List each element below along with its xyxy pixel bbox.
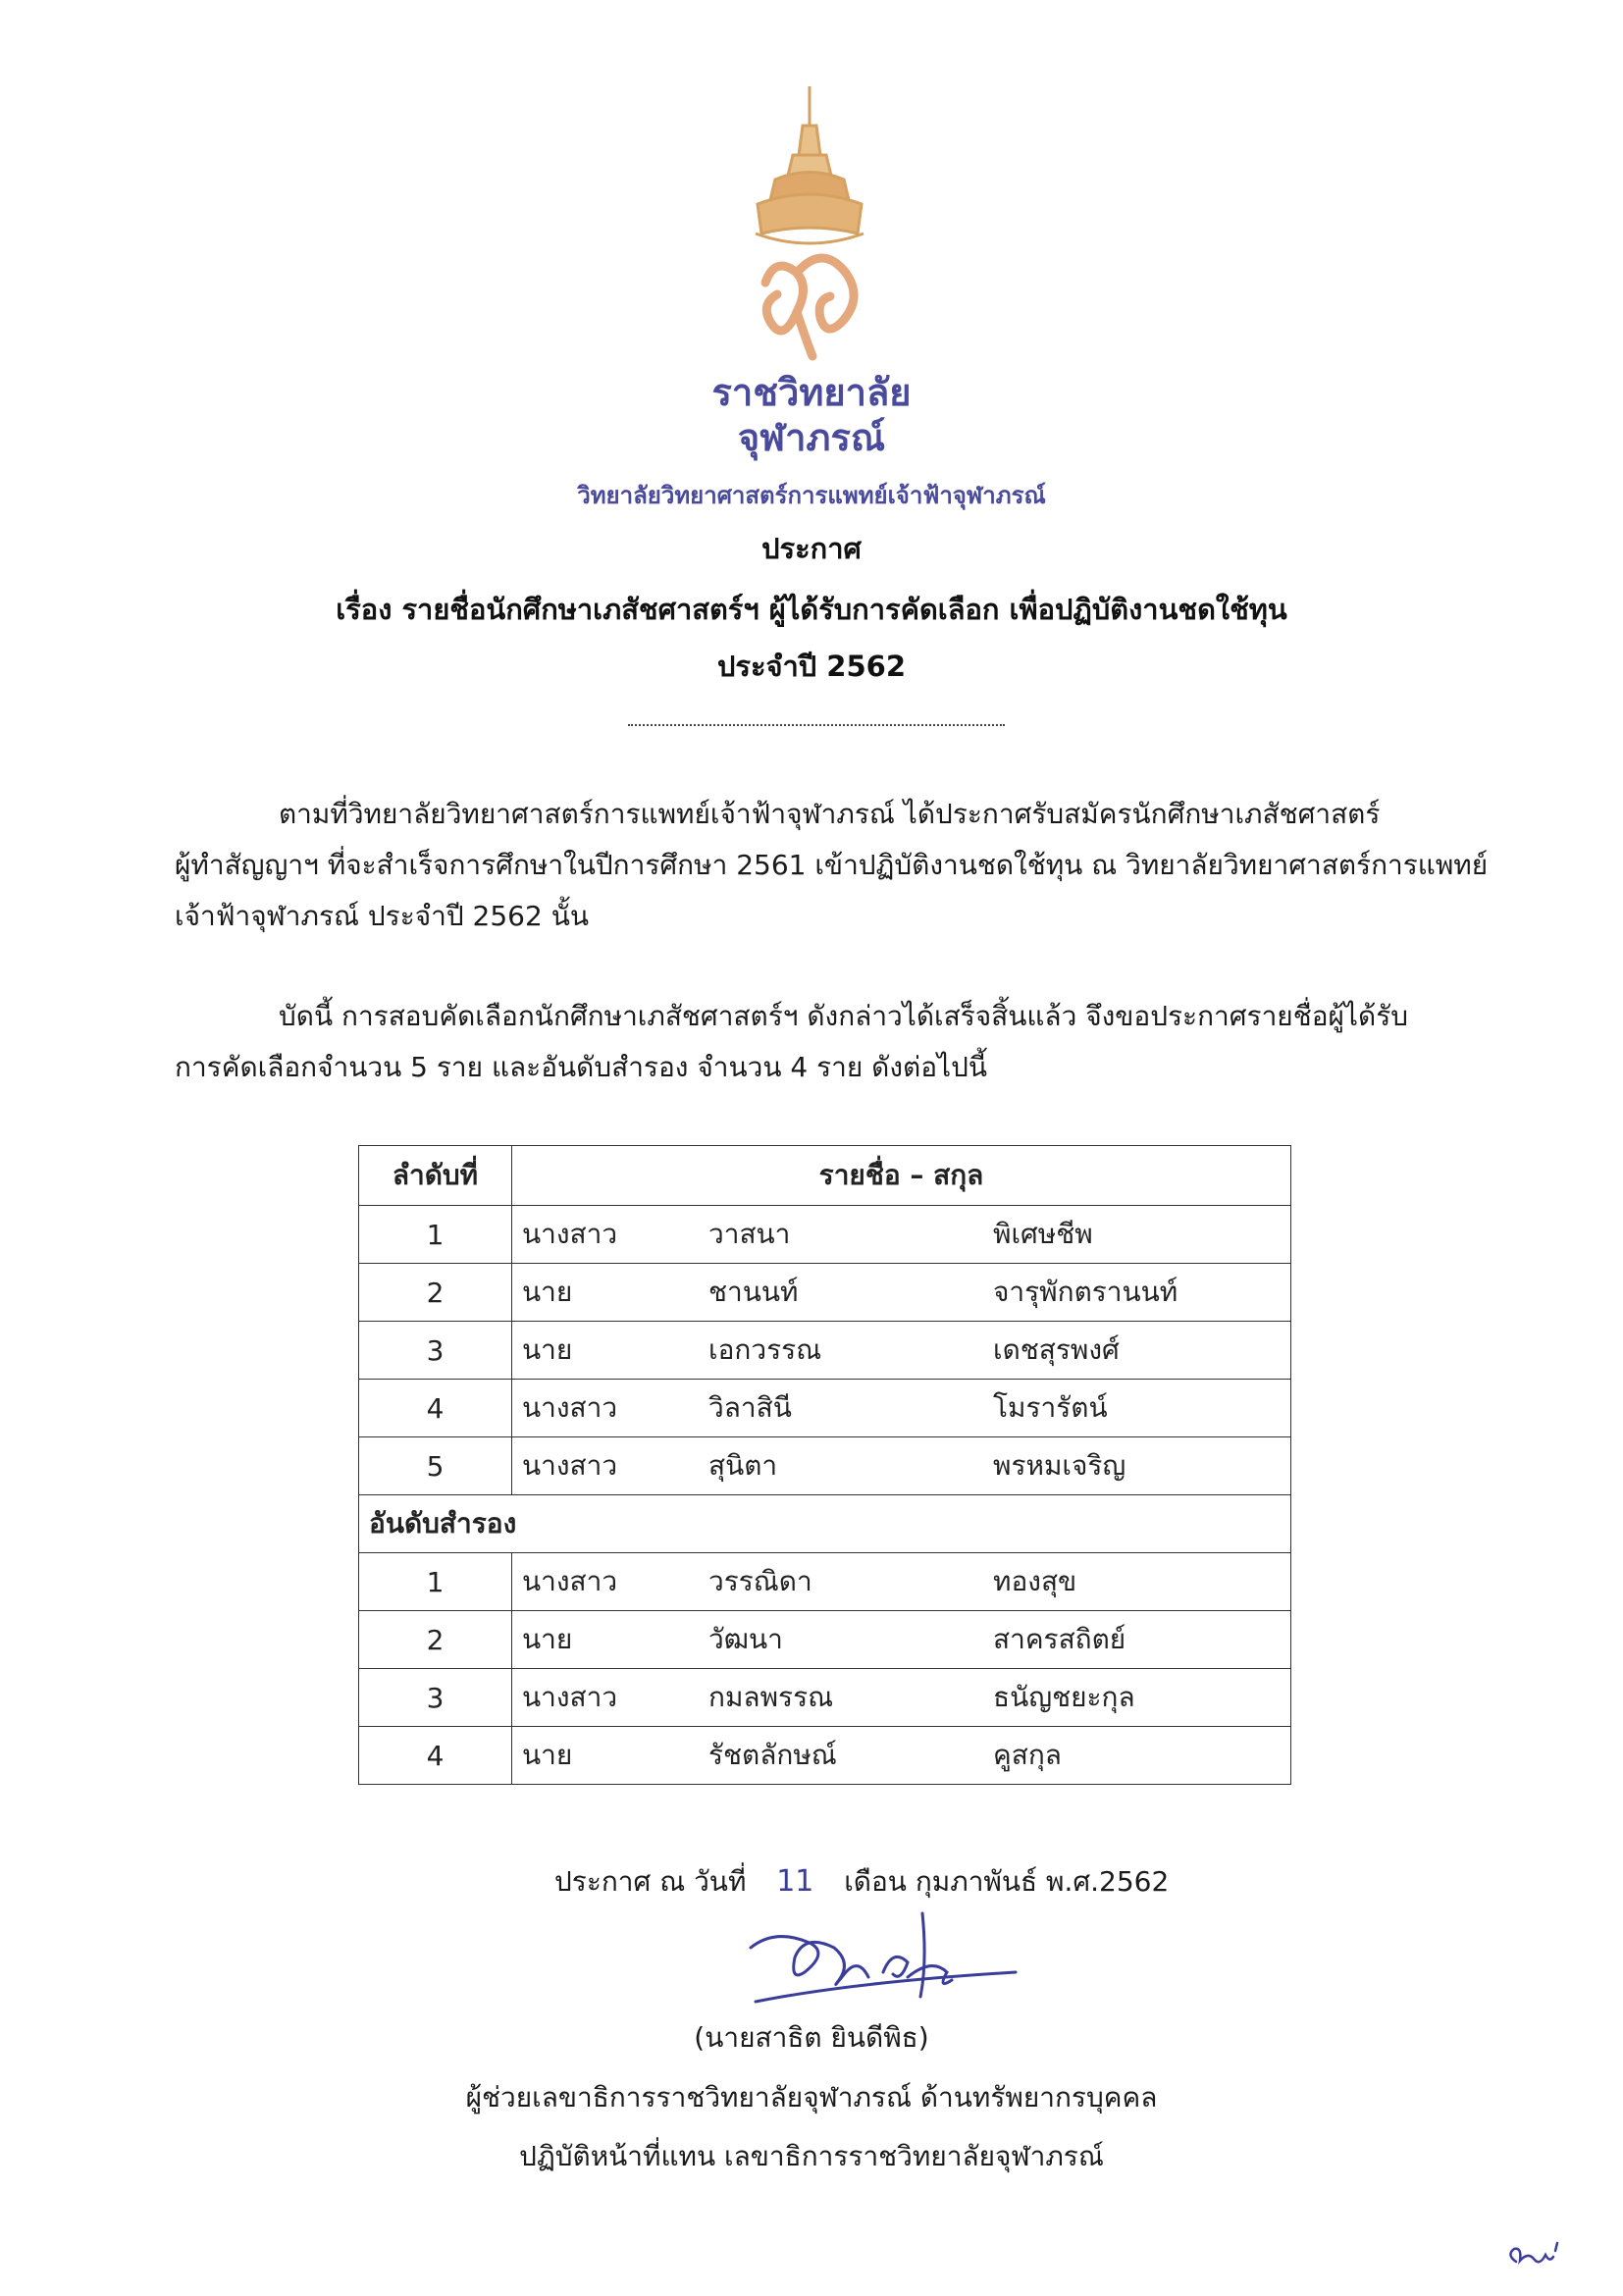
paragraph-1-line: ตามที่วิทยาลัยวิทยาศาสตร์การแพทย์เจ้าฟ้าจุฬาภรณ์ ได้ประกาศรับสมัครนักศึกษาเภสัชศาสตร์ [279, 798, 1381, 830]
row-title: นาย [512, 1264, 700, 1322]
row-first-name: วรรณิดา [699, 1553, 983, 1611]
row-no: 2 [359, 1611, 512, 1669]
row-no: 3 [359, 1669, 512, 1727]
table-row [359, 1553, 1291, 1611]
signature-icon [736, 1904, 1021, 2021]
row-no: 4 [359, 1380, 512, 1437]
announcement-year: ประจำปี 2562 [716, 650, 907, 683]
row-first-name: กมลพรรณ [699, 1669, 983, 1727]
selected-students-table [358, 1145, 1291, 1785]
row-title: นางสาว [512, 1206, 700, 1264]
row-last-name: คูสกุล [983, 1727, 1291, 1785]
table-row [359, 1264, 1291, 1322]
paragraph-2 [175, 991, 1480, 1093]
announcement-date [554, 1860, 1169, 1904]
paragraph-1 [175, 789, 1489, 942]
table-row [359, 1611, 1291, 1669]
announcement-title: ประกาศ [761, 532, 862, 565]
college-emblem-icon [736, 86, 883, 371]
row-last-name: จารุพักตรานนท์ [983, 1264, 1291, 1322]
row-last-name: พรหมเจริญ [983, 1437, 1291, 1495]
row-last-name: สาครสถิตย์ [983, 1611, 1291, 1669]
paragraph-1-line: ผู้ทำสัญญาฯ ที่จะสำเร็จการศึกษาในปีการศึกษา 2561 เข้าปฏิบัติงานชดใช้ทุน ณ วิทยาลัยวิทยาศาสตร์การแพทย์ [175, 849, 1489, 881]
announcement-subject: เรื่อง รายชื่อนักศึกษาเภสัชศาสตร์ฯ ผู้ได้รับการคัดเลือก เพื่อปฏิบัติงานชดใช้ทุน [336, 593, 1287, 626]
row-first-name: วัฒนา [699, 1611, 983, 1669]
college-name-line1: ราชวิทยาลัย [711, 371, 912, 414]
signer-position-1: ผู้ช่วยเลขาธิการราชวิทยาลัยจุฬาภรณ์ ด้านทรัพยากรบุคคล [465, 2081, 1158, 2113]
date-prefix: ประกาศ ณ วันที่ [554, 1865, 747, 1898]
row-title: นางสาว [512, 1669, 700, 1727]
table-row [359, 1669, 1291, 1727]
date-suffix: เดือน กุมภาพันธ์ พ.ศ.2562 [844, 1865, 1170, 1898]
row-title: นาย [512, 1727, 700, 1785]
row-title: นางสาว [512, 1437, 700, 1495]
title-divider [628, 724, 1005, 726]
row-last-name: เดชสุรพงศ์ [983, 1322, 1291, 1380]
date-day: 11 [776, 1864, 814, 1899]
row-no: 1 [359, 1553, 512, 1611]
reserve-section-row [359, 1495, 1291, 1553]
table-row [359, 1380, 1291, 1437]
paragraph-2-line: บัดนี้ การสอบคัดเลือกนักศึกษาเภสัชศาสตร์ฯ ดังกล่าวได้เสร็จสิ้นแล้ว จึงขอประกาศรายชื่อผู้ได้รับ [279, 1000, 1409, 1032]
row-title: นางสาว [512, 1553, 700, 1611]
row-first-name: วาสนา [699, 1206, 983, 1264]
header-name: รายชื่อ – สกุล [512, 1146, 1291, 1206]
paragraph-1-line: เจ้าฟ้าจุฬาภรณ์ ประจำปี 2562 นั้น [175, 900, 589, 932]
row-last-name: พิเศษชีพ [983, 1206, 1291, 1264]
row-title: นาย [512, 1322, 700, 1380]
row-no: 1 [359, 1206, 512, 1264]
table-row [359, 1437, 1291, 1495]
signer-position-2: ปฏิบัติหน้าที่แทน เลขาธิการราชวิทยาลัยจุฬาภรณ์ [519, 2140, 1104, 2172]
row-first-name: รัชตลักษณ์ [699, 1727, 983, 1785]
row-no: 2 [359, 1264, 512, 1322]
row-no: 3 [359, 1322, 512, 1380]
table-row [359, 1322, 1291, 1380]
row-first-name: ชานนท์ [699, 1264, 983, 1322]
initials-mark-icon [1496, 2237, 1575, 2276]
table-header-row [359, 1146, 1291, 1206]
paragraph-2-line: การคัดเลือกจำนวน 5 ราย และอันดับสำรอง จำนวน 4 ราย ดังต่อไปนี้ [175, 1051, 988, 1083]
signer-name: (นายสาธิต ยินดีพิธ) [694, 2021, 929, 2054]
college-name-line2: จุฬาภรณ์ [737, 416, 886, 459]
row-first-name: วิลาสินี [699, 1380, 983, 1437]
row-first-name: เอกวรรณ [699, 1322, 983, 1380]
row-last-name: โมรารัตน์ [983, 1380, 1291, 1437]
row-title: นาย [512, 1611, 700, 1669]
table-row [359, 1206, 1291, 1264]
row-first-name: สุนิตา [699, 1437, 983, 1495]
table-row [359, 1727, 1291, 1785]
row-title: นางสาว [512, 1380, 700, 1437]
row-no: 5 [359, 1437, 512, 1495]
row-no: 4 [359, 1727, 512, 1785]
reserve-label: อันดับสำรอง [359, 1495, 1291, 1553]
row-last-name: ธนัญชยะกุล [983, 1669, 1291, 1727]
college-subname: วิทยาลัยวิทยาศาสตร์การแพทย์เจ้าฟ้าจุฬาภรณ์ [577, 482, 1046, 509]
row-last-name: ทองสุข [983, 1553, 1291, 1611]
header-no: ลำดับที่ [359, 1146, 512, 1206]
